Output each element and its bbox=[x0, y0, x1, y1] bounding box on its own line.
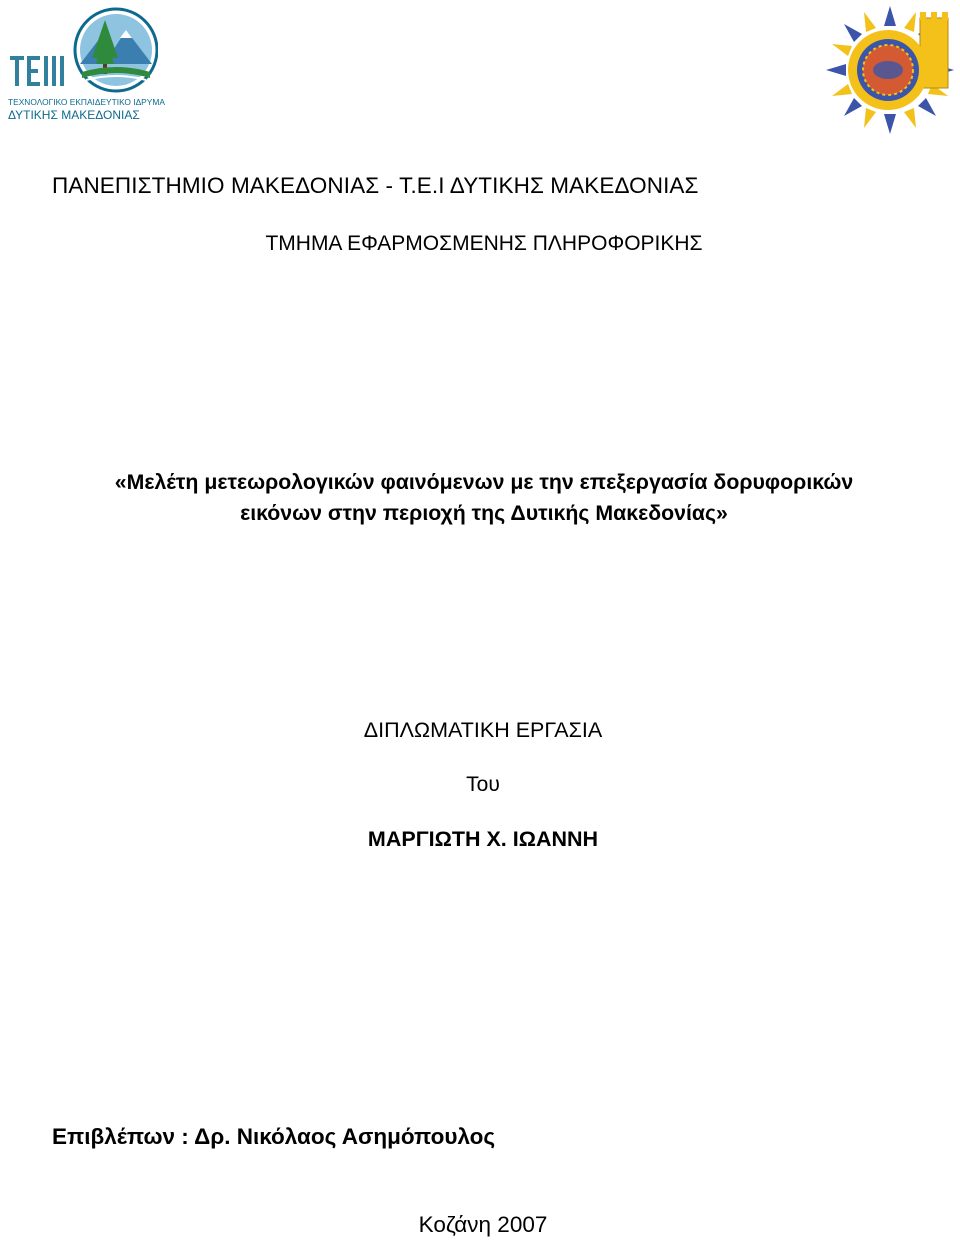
author-name: ΜΑΡΓΙΩΤΗ Χ. ΙΩΑΝΝΗ bbox=[367, 827, 599, 851]
sun-seal-icon bbox=[824, 4, 956, 136]
department-line: ΤΜΗΜΑ ΕΦΑΡΜΟΣΜΕΝΗΣ ΠΛΗΡΟΦΟΡΙΚΗΣ bbox=[265, 232, 703, 255]
thesis-title-line-1: «Μελέτη μετεωρολογικών φαινόμενων με την επεξεργασία δορυφορικών bbox=[114, 470, 854, 494]
thesis-title-line-2: εικόνων στην περιοχή της Δυτικής Μακεδονίας» bbox=[240, 501, 728, 525]
tei-subtitle-line-1: ΤΕΧΝΟΛΟΓΙΚΟ ΕΚΠΑΙΔΕΥΤΙΚΟ ΙΔΡΥΜΑ bbox=[8, 97, 165, 107]
tei-subtitle-line-2: ΔΥΤΙΚΗΣ ΜΑΚΕΔΟΝΙΑΣ bbox=[8, 108, 140, 122]
thesis-title bbox=[30, 467, 938, 529]
tei-logo-icon bbox=[8, 6, 158, 98]
place-date: Κοζάνη 2007 bbox=[418, 1212, 548, 1237]
tei-logo bbox=[8, 6, 165, 124]
university-seal-logo bbox=[824, 4, 956, 136]
institutions-line: ΠΑΝΕΠΙΣΤΗΜΙΟ ΜΑΚΕΔΟΝΙΑΣ - Τ.Ε.Ι ΔΥΤΙΚΗΣ ΜΑΚΕΔΟΝΙΑΣ bbox=[52, 173, 699, 198]
thesis-type: ΔΙΠΛΩΜΑΤΙΚΗ ΕΡΓΑΣΙΑ bbox=[363, 718, 603, 742]
by-label: Του bbox=[466, 773, 500, 796]
supervisor-line: Επιβλέπων : Δρ. Νικόλαος Ασημόπουλος bbox=[52, 1124, 496, 1149]
